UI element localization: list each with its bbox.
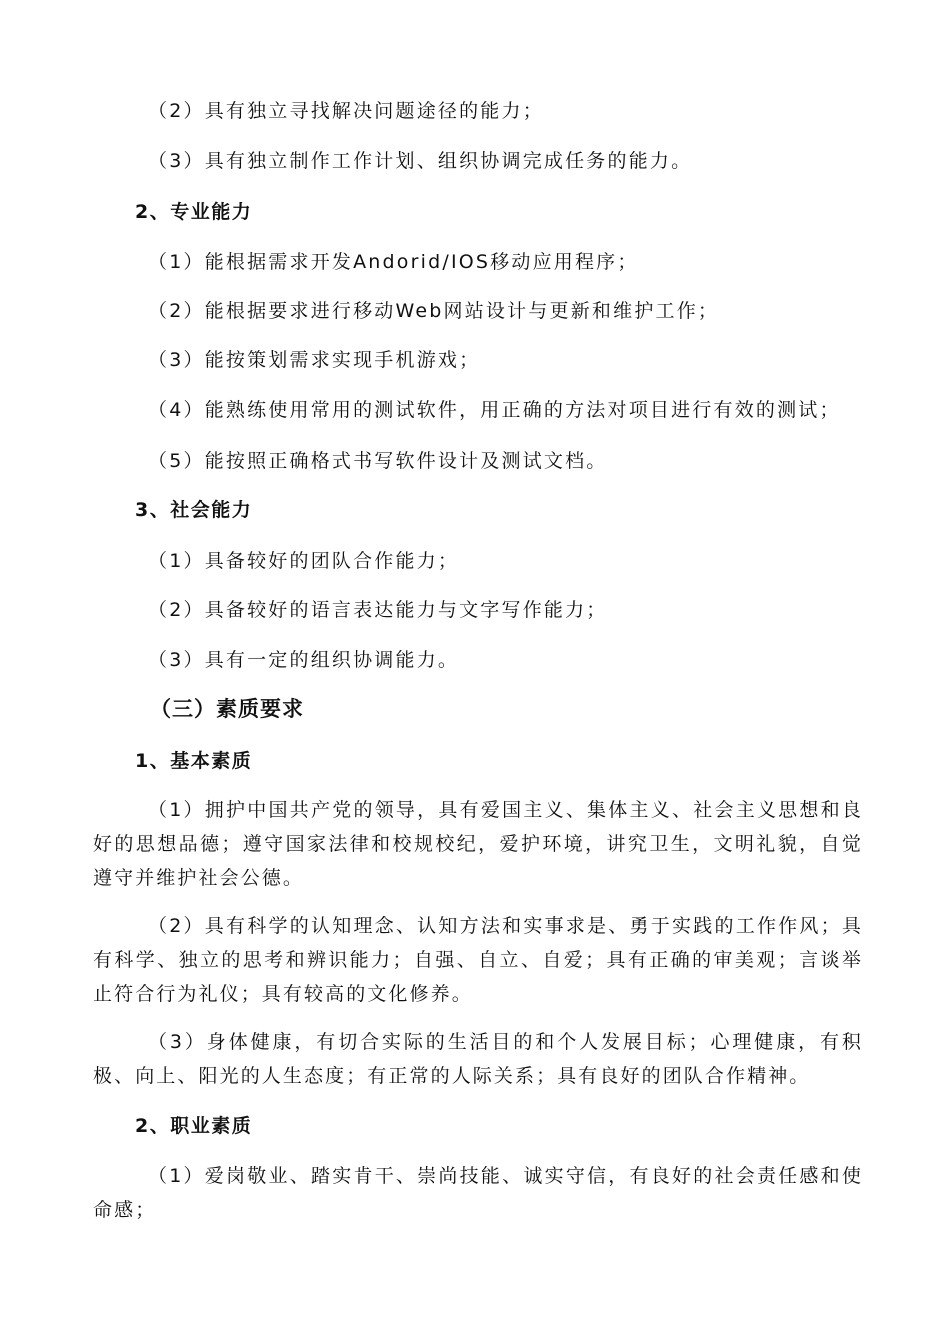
heading-basic-quality: 1、基本素质 — [135, 750, 253, 772]
professional-ability-item-5: （5）能按照正确格式书写软件设计及测试文档。 — [148, 450, 608, 472]
social-ability-item-3: （3）具有一定的组织协调能力。 — [148, 649, 460, 671]
general-ability-item-2: （2）具有独立寻找解决问题途径的能力； — [148, 100, 544, 122]
professional-ability-item-2: （2）能根据要求进行移动Web网站设计与更新和维护工作； — [148, 300, 720, 322]
professional-ability-item-3: （3）能按策划需求实现手机游戏； — [148, 349, 481, 371]
heading-professional-ability: 2、专业能力 — [135, 201, 253, 223]
basic-quality-paragraph-3: （3）身体健康，有切合实际的生活目的和个人发展目标；心理健康，有积极、向上、阳光的人生态度；有正常的人际关系；具有良好的团队合作精神。 — [93, 1031, 863, 1087]
section-title-quality-requirements: （三）素质要求 — [150, 697, 304, 721]
basic-quality-paragraph-1: （1）拥护中国共产党的领导，具有爱国主义、集体主义、社会主义思想和良好的思想品德；遵守国家法律和校规校纪，爱护环境，讲究卫生，文明礼貌，自觉遵守并维护社会公德。 — [93, 799, 863, 889]
professional-quality-paragraph-1: （1）爱岗敬业、踏实肯干、崇尚技能、诚实守信，有良好的社会责任感和使命感； — [93, 1165, 863, 1221]
professional-ability-item-4: （4）能熟练使用常用的测试软件，用正确的方法对项目进行有效的测试； — [148, 399, 841, 421]
professional-ability-item-1: （1）能根据需求开发Andorid/IOS移动应用程序； — [148, 251, 639, 273]
general-ability-item-3: （3）具有独立制作工作计划、组织协调完成任务的能力。 — [148, 150, 693, 172]
social-ability-item-2: （2）具备较好的语言表达能力与文字写作能力； — [148, 599, 608, 621]
social-ability-item-1: （1）具备较好的团队合作能力； — [148, 550, 460, 572]
heading-professional-quality: 2、职业素质 — [135, 1115, 253, 1137]
heading-social-ability: 3、社会能力 — [135, 499, 253, 521]
basic-quality-paragraph-2: （2）具有科学的认知理念、认知方法和实事求是、勇于实践的工作作风；具有科学、独立的思考和辨识能力；自强、自立、自爱；具有正确的审美观；言谈举止符合行为礼仪；具有较高的文化修养。 — [93, 915, 863, 1005]
